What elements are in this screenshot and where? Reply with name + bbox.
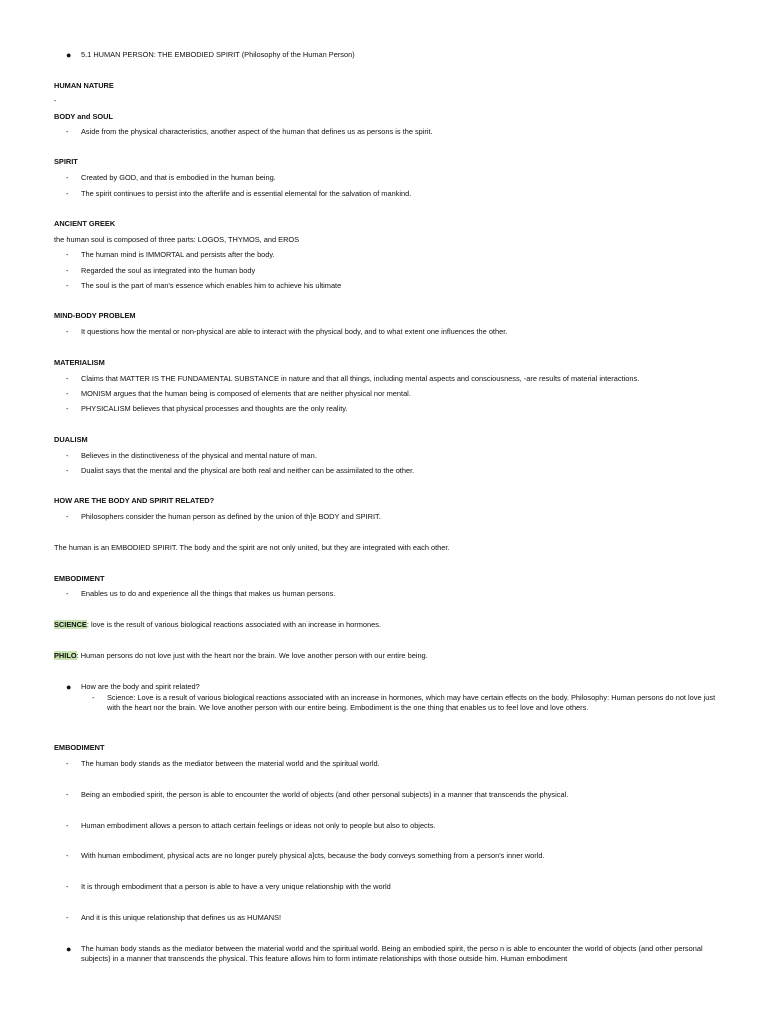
title-text: 5.1 HUMAN PERSON: THE EMBODIED SPIRIT (Philosophy of the Human Person) [81,50,355,59]
philo-line [54,651,716,661]
philo-text: : Human persons do not love just with the heart nor the brain. We love another person with our entire being. [76,651,428,660]
list-item: - It is through embodiment that a person is able to have a very unique relationship with the world [66,882,716,892]
final-bullet [66,944,716,965]
heading-embodiment-2: EMBODIMENT [54,743,105,752]
heading-human-nature: HUMAN NATURE [54,81,114,90]
heading-embodiment: EMBODIMENT [54,574,105,583]
heading-spirit: SPIRIT [54,157,78,166]
list-item: - Believes in the distinctiveness of the physical and mental nature of man. [66,451,716,461]
list-item: - PHYSICALISM believes that physical processes and thoughts are the only reality. [66,404,716,414]
heading-dualism: DUALISM [54,435,88,444]
science-label: SCIENCE [54,620,87,629]
bullet-dot-icon: ● [66,682,72,692]
list-item: - Created by GOD, and that is embodied in the human being. [66,173,716,183]
list-item: - The human mind is IMMORTAL and persists after the body. [66,250,716,260]
bullet-dot-icon: ● [66,944,72,954]
list-item: - The spirit continues to persist into the afterlife and is essential elemental for the salvation of mankind. [66,189,716,199]
philo-label: PHILO [54,651,77,660]
list-item: - Aside from the physical characteristics, another aspect of the human that defines us as persons is the spirit. [66,127,716,137]
list-item: - MONISM argues that the human being is composed of elements that are neither physical nor mental. [66,389,716,399]
question-text: How are the body and spirit related? [81,682,200,691]
science-line [54,620,716,630]
list-item: - Human embodiment allows a person to attach certain feelings or ideas not only to people but also to objects. [66,821,716,831]
list-item: - Enables us to do and experience all the things that makes us human persons. [66,589,716,599]
science-text: : love is the result of various biological reactions associated with an increase in hormones. [86,620,381,629]
list-item: - Regarded the soul as integrated into the human body [66,266,716,276]
list-item: - Claims that MATTER IS THE FUNDAMENTAL SUBSTANCE in nature and that all things, including mental aspects and consciousness, -are results of material interactions. [66,374,716,384]
list-item: - Being an embodied spirit, the person is able to encounter the world of objects (and other personal subjects) in a manner that transcends the physical. [66,790,716,800]
list-item: - With human embodiment, physical acts are no longer purely physical a]cts, because the body conveys something from a person's inner world. [66,851,716,861]
ancient-greek-intro: the human soul is composed of three parts: LOGOS, THYMOS, and EROS [54,235,300,244]
list-item: - It questions how the mental or non-physical are able to interact with the physical body, and to what extent one influences the other. [66,327,716,337]
heading-related: HOW ARE THE BODY AND SPIRIT RELATED? [54,496,215,505]
list-item: - The soul is the part of man's essence which enables him to achieve his ultimate [66,281,716,291]
stray-dash: - [54,96,57,105]
heading-materialism: MATERIALISM [54,358,105,367]
heading-body-soul: BODY and SOUL [54,112,113,121]
list-item: - Philosophers consider the human person as defined by the union of th]e BODY and SPIRIT. [66,512,716,522]
bullet-dot-icon: ● [66,50,72,60]
heading-mind-body: MIND-BODY PROBLEM [54,311,136,320]
question-bullet [66,682,716,692]
question-sub-item: - Science: Love is a result of various biological reactions associated with an increase in hormones, which may have certain effects on the body. Philosophy: Human persons do not love just with the heart nor the brain. We love another person with our entire being. Embodiment is the one thing that enables us to feel love and love others. [92,693,716,714]
list-item: - The human body stands as the mediator between the material world and the spiritual world. [66,759,716,769]
list-item: - Dualist says that the mental and the physical are both real and neither can be assimilated to the other. [66,466,716,476]
final-bullet-text: The human body stands as the mediator between the material world and the spiritual world. Being an embodied spirit, the perso n is able to encounter the world of objects (and other personal subjects) in a manner that transcends the physical. This feature allows him to form intimate relationships with those outside him. Human embodiment [81,944,703,964]
embodied-statement: The human is an EMBODIED SPIRIT. The body and the spirit are not only united, but they are integrated with each other. [54,543,450,552]
list-item: - And it is this unique relationship that defines us as HUMANS! [66,913,716,923]
heading-ancient-greek: ANCIENT GREEK [54,219,116,228]
title-bullet [66,50,716,60]
